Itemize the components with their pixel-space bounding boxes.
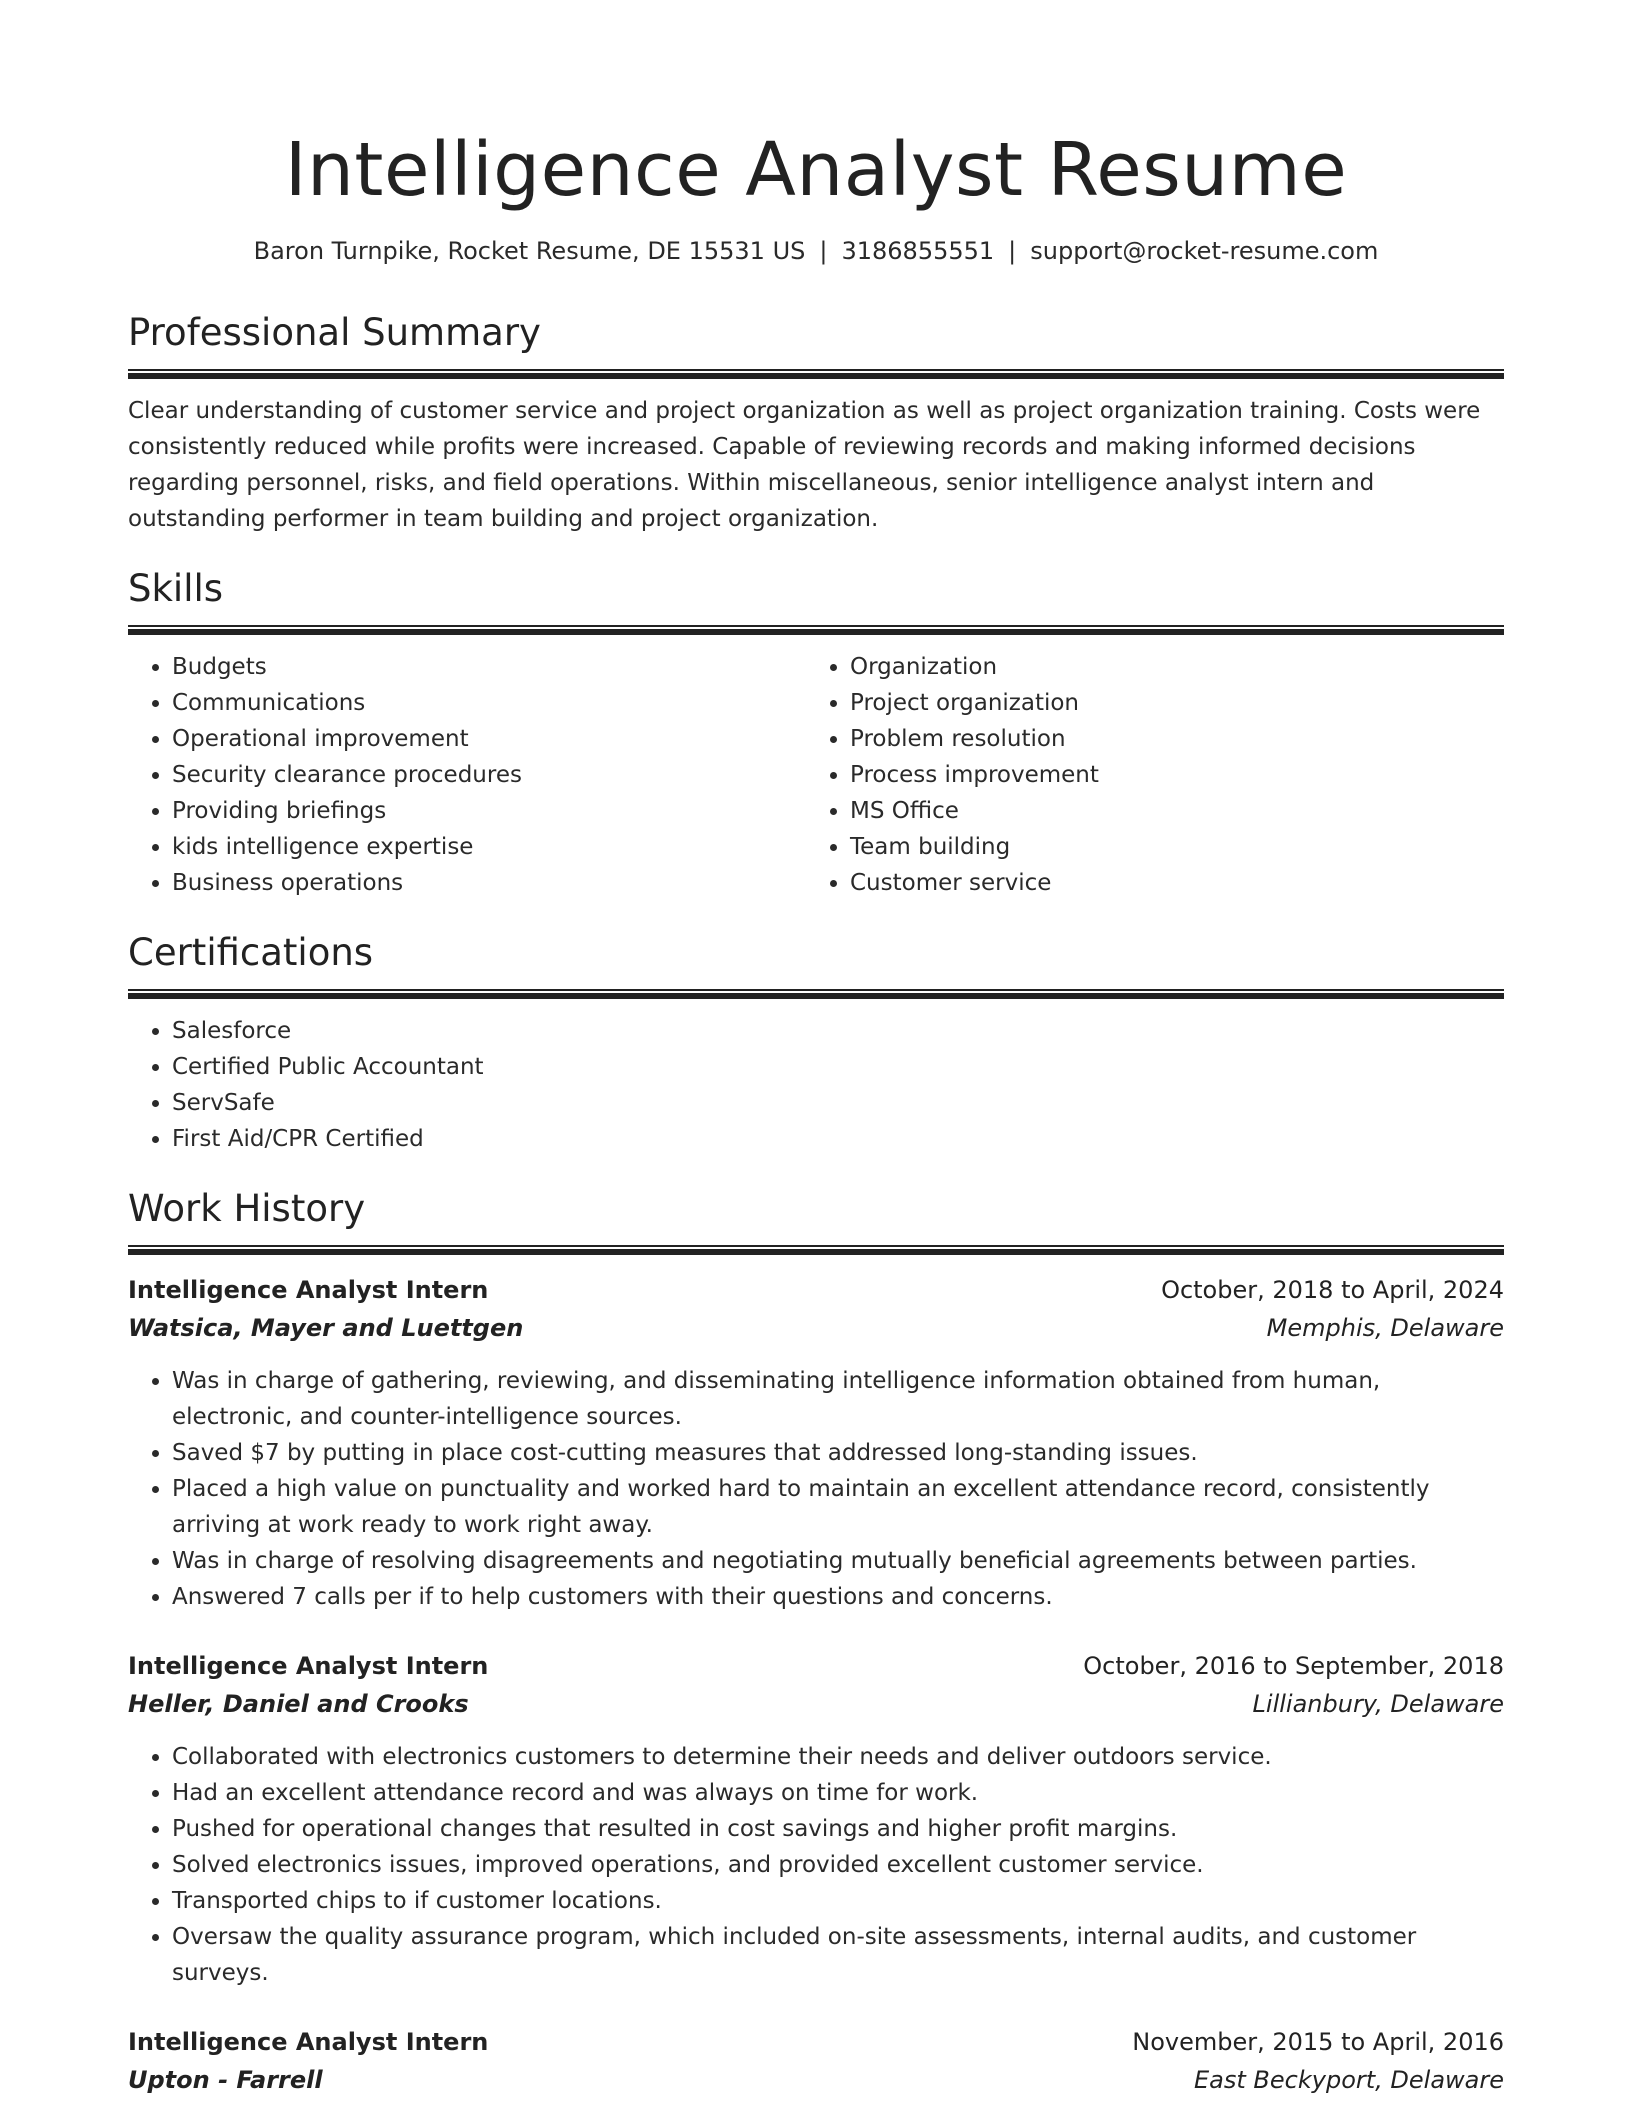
job-location: East Beckyport, Delaware bbox=[1194, 2066, 1504, 2094]
skill-item: • Customer service bbox=[850, 865, 1484, 901]
summary-heading: Professional Summary bbox=[128, 311, 541, 354]
skill-item: • Project organization bbox=[850, 685, 1484, 721]
job-subheader bbox=[128, 1685, 1504, 1723]
contact-phone: 3186855551 bbox=[841, 237, 995, 265]
skill-item: • Business operations bbox=[172, 865, 806, 901]
summary-text: Clear understanding of customer service and project organization as well as project organization training. Costs were consistently reduced while profits were increased. Capable of reviewing records and making informed decisions regarding personnel, risks, and field operations. Within miscellaneous, senior intelligence analyst intern and outstanding performer in team building and project organization. bbox=[128, 398, 1481, 532]
job-bullets bbox=[128, 1363, 1504, 1615]
certifications-list bbox=[128, 1013, 1504, 1157]
skill-item: • Providing briefings bbox=[172, 793, 806, 829]
job-title: Intelligence Analyst Intern bbox=[128, 1652, 489, 1680]
job-bullet: • Saved $7 by putting in place cost-cutting measures that addressed long-standing issues. bbox=[172, 1435, 1504, 1471]
skill-item: • Organization bbox=[850, 649, 1484, 685]
skill-item: • Problem resolution bbox=[850, 721, 1484, 757]
contact-address: Baron Turnpike, Rocket Resume, DE 15531 US bbox=[253, 237, 806, 265]
job-bullet: • Pushed for operational changes that resulted in cost savings and higher profit margins. bbox=[172, 1811, 1504, 1847]
job-entry bbox=[128, 1271, 1504, 1615]
skill-item: • Security clearance procedures bbox=[172, 757, 806, 793]
job-bullet: • Answered 7 calls per if to help customers with their questions and concerns. bbox=[172, 1579, 1504, 1615]
skill-item: • Operational improvement bbox=[172, 721, 806, 757]
skills-section bbox=[128, 565, 1504, 901]
job-header bbox=[128, 1271, 1504, 1309]
job-bullet: • Was in charge of gathering, reviewing, and disseminating intelligence information obtained from human, electronic, and counter-intelligence sources. bbox=[172, 1363, 1504, 1435]
certification-item: • ServSafe bbox=[172, 1085, 1504, 1121]
job-subheader bbox=[128, 2061, 1504, 2099]
skill-item: • Communications bbox=[172, 685, 806, 721]
work-history-section bbox=[128, 1185, 1504, 2099]
job-entry bbox=[128, 1647, 1504, 1991]
job-company: Watsica, Mayer and Luettgen bbox=[128, 1314, 524, 1342]
contact-email: support@rocket-resume.com bbox=[1030, 237, 1379, 265]
job-dates: October, 2018 to April, 2024 bbox=[1161, 1276, 1504, 1304]
skills-list-left bbox=[128, 649, 806, 901]
job-bullet: • Oversaw the quality assurance program, which included on-site assessments, internal audits, and customer surveys. bbox=[172, 1919, 1504, 1991]
job-header bbox=[128, 1647, 1504, 1685]
certification-item: • Certified Public Accountant bbox=[172, 1049, 1504, 1085]
job-entry bbox=[128, 2023, 1504, 2099]
job-bullet: • Placed a high value on punctuality and worked hard to maintain an excellent attendance record, consistently arriving at work ready to work right away. bbox=[172, 1471, 1504, 1543]
section-divider bbox=[128, 989, 1504, 999]
skill-item: • kids intelligence expertise bbox=[172, 829, 806, 865]
contact-separator: | bbox=[1008, 237, 1017, 265]
contact-line bbox=[128, 235, 1504, 267]
job-bullet: • Was in charge of resolving disagreements and negotiating mutually beneficial agreements between parties. bbox=[172, 1543, 1504, 1579]
resume-page bbox=[128, 0, 1504, 2099]
job-header bbox=[128, 2023, 1504, 2061]
contact-separator: | bbox=[819, 237, 828, 265]
skills-list-right bbox=[806, 649, 1484, 901]
section-divider bbox=[128, 625, 1504, 635]
job-subheader bbox=[128, 1309, 1504, 1347]
section-divider bbox=[128, 1245, 1504, 1255]
certification-item: • Salesforce bbox=[172, 1013, 1504, 1049]
skill-item: • Process improvement bbox=[850, 757, 1484, 793]
skill-item: • MS Office bbox=[850, 793, 1484, 829]
skill-item: • Team building bbox=[850, 829, 1484, 865]
certification-item: • First Aid/CPR Certified bbox=[172, 1121, 1504, 1157]
work-history-heading: Work History bbox=[128, 1187, 366, 1230]
job-bullet: • Solved electronics issues, improved operations, and provided excellent customer service. bbox=[172, 1847, 1504, 1883]
job-title: Intelligence Analyst Intern bbox=[128, 1276, 489, 1304]
job-title: Intelligence Analyst Intern bbox=[128, 2028, 489, 2056]
section-divider bbox=[128, 369, 1504, 379]
job-dates: October, 2016 to September, 2018 bbox=[1083, 1652, 1504, 1680]
job-location: Lillianbury, Delaware bbox=[1252, 1690, 1504, 1718]
skills-heading: Skills bbox=[128, 567, 224, 610]
job-bullet: • Collaborated with electronics customers to determine their needs and deliver outdoors service. bbox=[172, 1739, 1504, 1775]
page-title: Intelligence Analyst Resume bbox=[284, 127, 1348, 213]
job-bullet: • Transported chips to if customer locations. bbox=[172, 1883, 1504, 1919]
summary-section bbox=[128, 309, 1504, 537]
certifications-section bbox=[128, 929, 1504, 1157]
certifications-heading: Certifications bbox=[128, 931, 374, 974]
skill-item: • Budgets bbox=[172, 649, 806, 685]
job-bullets bbox=[128, 1739, 1504, 1991]
job-company: Heller, Daniel and Crooks bbox=[128, 1690, 469, 1718]
job-dates: November, 2015 to April, 2016 bbox=[1132, 2028, 1504, 2056]
job-company: Upton - Farrell bbox=[128, 2066, 323, 2094]
skills-grid bbox=[128, 649, 1504, 901]
job-location: Memphis, Delaware bbox=[1266, 1314, 1504, 1342]
job-bullet: • Had an excellent attendance record and was always on time for work. bbox=[172, 1775, 1504, 1811]
